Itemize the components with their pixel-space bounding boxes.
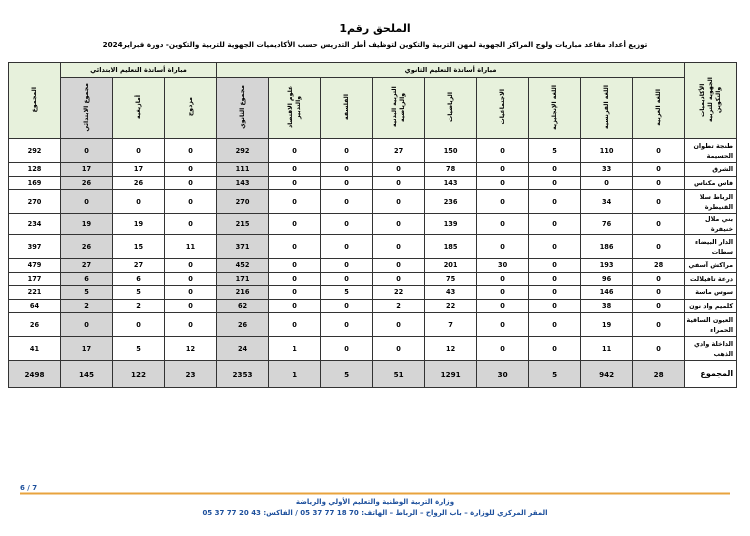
table-cell: 75	[425, 272, 477, 286]
table-cell: 26	[113, 176, 165, 190]
table-cell: 0	[633, 272, 685, 286]
row-total: 292	[9, 139, 61, 163]
table-cell: 51	[373, 361, 425, 388]
table-cell: 5	[113, 286, 165, 300]
table-cell: 0	[529, 337, 581, 361]
table-cell: 111	[217, 163, 269, 177]
table-cell: 236	[425, 190, 477, 214]
table-cell: 12	[165, 337, 217, 361]
table-row	[9, 286, 737, 300]
table-cell: 5	[61, 286, 113, 300]
academy-name: الداخلة وادي الذهب	[685, 337, 737, 361]
table-cell: 0	[269, 286, 321, 300]
table-cell: 0	[529, 299, 581, 313]
table-cell: 143	[425, 176, 477, 190]
table-cell: 0	[477, 139, 529, 163]
table-cell: 0	[477, 337, 529, 361]
table-cell: 146	[581, 286, 633, 300]
secondary-column-header: الفلسفة	[321, 78, 373, 139]
table-cell: 0	[113, 313, 165, 337]
row-total: 234	[9, 214, 61, 235]
table-cell: 5	[321, 361, 373, 388]
table-cell: 0	[269, 313, 321, 337]
row-total: 397	[9, 235, 61, 259]
table-cell: 0	[61, 190, 113, 214]
table-cell: 150	[425, 139, 477, 163]
table-cell: 38	[581, 299, 633, 313]
table-cell: 0	[633, 235, 685, 259]
seats-table	[8, 62, 737, 388]
table-cell: 270	[217, 190, 269, 214]
footer-divider	[0, 492, 750, 495]
secondary-column-header: علوم الاقتصاد والتدبير	[269, 78, 321, 139]
table-row	[9, 176, 737, 190]
table-cell: 193	[581, 259, 633, 273]
table-cell: 27	[113, 259, 165, 273]
academy-name: العيون الساقية الحمراء	[685, 313, 737, 337]
secondary-column-header: الاجتماعيات	[477, 78, 529, 139]
table-cell: 0	[477, 235, 529, 259]
table-cell: 0	[633, 176, 685, 190]
table-cell: 0	[321, 313, 373, 337]
table-cell: 0	[269, 214, 321, 235]
academy-name: طنجة تطوان الحسيمة	[685, 139, 737, 163]
table-row	[9, 272, 737, 286]
table-cell: 0	[373, 235, 425, 259]
primary-column-header: مزدوج	[165, 78, 217, 139]
table-cell: 185	[425, 235, 477, 259]
table-cell: 0	[165, 313, 217, 337]
table-cell: 0	[61, 313, 113, 337]
row-total: 41	[9, 337, 61, 361]
table-cell: 30	[477, 361, 529, 388]
table-cell: 215	[217, 214, 269, 235]
table-cell: 0	[633, 214, 685, 235]
row-total: 270	[9, 190, 61, 214]
table-row	[9, 299, 737, 313]
table-cell: 139	[425, 214, 477, 235]
table-cell: 43	[425, 286, 477, 300]
secondary-column-header: اللغة الإنجليزية	[529, 78, 581, 139]
table-cell: 0	[269, 235, 321, 259]
row-total: 26	[9, 313, 61, 337]
page-number: 6 / 7	[20, 484, 38, 492]
table-cell: 17	[61, 163, 113, 177]
table-cell: 0	[529, 214, 581, 235]
totals-row	[9, 361, 737, 388]
table-cell: 0	[373, 259, 425, 273]
table-cell: 0	[529, 313, 581, 337]
academy-name: بني ملال خنيفرة	[685, 214, 737, 235]
secondary-column-header: مجموع الثانوي	[217, 78, 269, 139]
table-cell: 0	[269, 139, 321, 163]
table-cell: 5	[113, 337, 165, 361]
table-cell: 0	[633, 163, 685, 177]
table-cell: 30	[477, 259, 529, 273]
table-cell: 0	[165, 286, 217, 300]
table-cell: 0	[321, 139, 373, 163]
table-cell: 0	[529, 235, 581, 259]
totals-label: المجموع	[685, 361, 737, 388]
table-cell: 28	[633, 361, 685, 388]
table-row	[9, 163, 737, 177]
table-cell: 0	[633, 337, 685, 361]
table-cell: 0	[373, 313, 425, 337]
table-cell: 26	[61, 176, 113, 190]
table-cell: 0	[165, 259, 217, 273]
table-cell: 0	[477, 313, 529, 337]
table-cell: 0	[373, 190, 425, 214]
table-cell: 19	[113, 214, 165, 235]
row-total: 221	[9, 286, 61, 300]
table-cell: 2	[373, 299, 425, 313]
table-cell: 0	[321, 176, 373, 190]
table-cell: 22	[425, 299, 477, 313]
table-cell: 0	[529, 163, 581, 177]
grand-total-header: المجموع	[9, 63, 61, 139]
table-cell: 0	[269, 259, 321, 273]
table-cell: 5	[529, 361, 581, 388]
table-cell: 201	[425, 259, 477, 273]
table-row	[9, 337, 737, 361]
table-cell: 0	[113, 190, 165, 214]
table-cell: 0	[529, 176, 581, 190]
table-cell: 0	[633, 299, 685, 313]
table-cell: 0	[477, 272, 529, 286]
grand-total-value: 2498	[9, 361, 61, 388]
table-cell: 0	[373, 337, 425, 361]
table-cell: 0	[581, 176, 633, 190]
footer-address: المقر المركزي للوزارة – باب الرواح – الرباط – الهاتف: 70 18 77 37 05 / الفاكس: 43 20 77 37 05	[202, 509, 548, 517]
table-cell: 2	[61, 299, 113, 313]
table-cell: 0	[321, 272, 373, 286]
row-total: 479	[9, 259, 61, 273]
table-cell: 0	[165, 272, 217, 286]
secondary-column-header: التربية البدنية والرياضية	[373, 78, 425, 139]
table-cell: 0	[477, 176, 529, 190]
secondary-column-header: الرياضيات	[425, 78, 477, 139]
table-cell: 0	[529, 272, 581, 286]
annex-title: الملحق رقم1	[339, 22, 411, 35]
table-row	[9, 313, 737, 337]
table-cell: 27	[373, 139, 425, 163]
table-cell: 0	[61, 139, 113, 163]
table-cell: 96	[581, 272, 633, 286]
table-cell: 78	[425, 163, 477, 177]
table-cell: 0	[477, 163, 529, 177]
table-cell: 0	[373, 163, 425, 177]
table-cell: 0	[633, 313, 685, 337]
table-cell: 26	[61, 235, 113, 259]
table-cell: 0	[165, 214, 217, 235]
table-row	[9, 235, 737, 259]
secondary-column-header: اللغة العربية	[633, 78, 685, 139]
table-cell: 171	[217, 272, 269, 286]
table-cell: 110	[581, 139, 633, 163]
table-cell: 0	[269, 272, 321, 286]
table-cell: 5	[321, 286, 373, 300]
table-cell: 0	[269, 176, 321, 190]
academy-name: مراكش آسفي	[685, 259, 737, 273]
table-cell: 2	[113, 299, 165, 313]
table-cell: 186	[581, 235, 633, 259]
academy-name: فاس مكناس	[685, 176, 737, 190]
table-cell: 452	[217, 259, 269, 273]
table-cell: 0	[165, 176, 217, 190]
primary-column-header: أمازيغية	[113, 78, 165, 139]
table-cell: 0	[477, 299, 529, 313]
table-cell: 0	[321, 299, 373, 313]
table-row	[9, 139, 737, 163]
table-cell: 292	[217, 139, 269, 163]
table-cell: 0	[373, 176, 425, 190]
table-cell: 76	[581, 214, 633, 235]
table-cell: 0	[165, 299, 217, 313]
table-cell: 0	[529, 259, 581, 273]
table-cell: 0	[321, 259, 373, 273]
table-cell: 122	[113, 361, 165, 388]
table-cell: 0	[269, 163, 321, 177]
table-row	[9, 214, 737, 235]
table-cell: 0	[321, 190, 373, 214]
table-cell: 0	[373, 214, 425, 235]
row-total: 128	[9, 163, 61, 177]
table-cell: 19	[581, 313, 633, 337]
table-cell: 26	[217, 313, 269, 337]
academy-name: الدار البيضاء سطات	[685, 235, 737, 259]
table-cell: 22	[373, 286, 425, 300]
table-cell: 0	[165, 163, 217, 177]
table-cell: 216	[217, 286, 269, 300]
table-cell: 24	[217, 337, 269, 361]
table-cell: 7	[425, 313, 477, 337]
table-cell: 1291	[425, 361, 477, 388]
table-cell: 6	[61, 272, 113, 286]
table-cell: 0	[529, 190, 581, 214]
primary-column-header: مجموع الابتدائي	[61, 78, 113, 139]
academy-name: كلميم واد نون	[685, 299, 737, 313]
table-cell: 27	[61, 259, 113, 273]
table-cell: 2353	[217, 361, 269, 388]
table-cell: 11	[165, 235, 217, 259]
academy-name: سوس ماسة	[685, 286, 737, 300]
table-cell: 19	[61, 214, 113, 235]
table-cell: 28	[633, 259, 685, 273]
table-cell: 0	[373, 272, 425, 286]
footer-ministry: وزارة التربية الوطنية والتعليم الأولي والرياضة	[295, 498, 455, 506]
academy-name: الرباط سلا القنيطرة	[685, 190, 737, 214]
table-cell: 23	[165, 361, 217, 388]
table-cell: 0	[269, 190, 321, 214]
table-cell: 5	[529, 139, 581, 163]
row-total: 64	[9, 299, 61, 313]
table-cell: 17	[61, 337, 113, 361]
table-cell: 145	[61, 361, 113, 388]
table-cell: 0	[165, 139, 217, 163]
table-cell: 0	[529, 286, 581, 300]
table-cell: 0	[633, 286, 685, 300]
table-cell: 0	[477, 286, 529, 300]
table-cell: 12	[425, 337, 477, 361]
table-cell: 1	[269, 361, 321, 388]
academy-name: درعة تافيلالت	[685, 272, 737, 286]
primary-group-header: مباراة أساتذة التعليم الابتدائي	[61, 63, 217, 78]
table-cell: 0	[477, 214, 529, 235]
table-cell: 34	[581, 190, 633, 214]
table-row	[9, 190, 737, 214]
table-cell: 0	[633, 190, 685, 214]
row-total: 169	[9, 176, 61, 190]
secondary-column-header: اللغة الفرنسية	[581, 78, 633, 139]
table-cell: 11	[581, 337, 633, 361]
academy-name: الشرق	[685, 163, 737, 177]
academies-header: الأكاديميات الجهوية للتربية والتكوين	[685, 63, 737, 139]
table-cell: 33	[581, 163, 633, 177]
row-total: 177	[9, 272, 61, 286]
table-row	[9, 259, 737, 273]
table-cell: 143	[217, 176, 269, 190]
table-cell: 371	[217, 235, 269, 259]
table-cell: 15	[113, 235, 165, 259]
table-cell: 0	[165, 190, 217, 214]
table-cell: 1	[269, 337, 321, 361]
table-subtitle: توزيع أعداد مقاعد مباريات ولوج المراكز الجهوية لمهن التربية والتكوين لتوظيف أطر التدريس حسب الأكاديميات الجهوية للتربية والتكوين- دورة فبراير2024	[102, 40, 648, 49]
table-cell: 0	[633, 139, 685, 163]
table-cell: 0	[321, 337, 373, 361]
table-cell: 17	[113, 163, 165, 177]
table-cell: 62	[217, 299, 269, 313]
table-cell: 6	[113, 272, 165, 286]
table-cell: 0	[477, 190, 529, 214]
table-cell: 0	[321, 214, 373, 235]
table-cell: 0	[321, 163, 373, 177]
secondary-group-header: مباراة أساتذة التعليم الثانوي	[217, 63, 685, 78]
table-cell: 942	[581, 361, 633, 388]
table-cell: 0	[113, 139, 165, 163]
table-cell: 0	[269, 299, 321, 313]
table-cell: 0	[321, 235, 373, 259]
